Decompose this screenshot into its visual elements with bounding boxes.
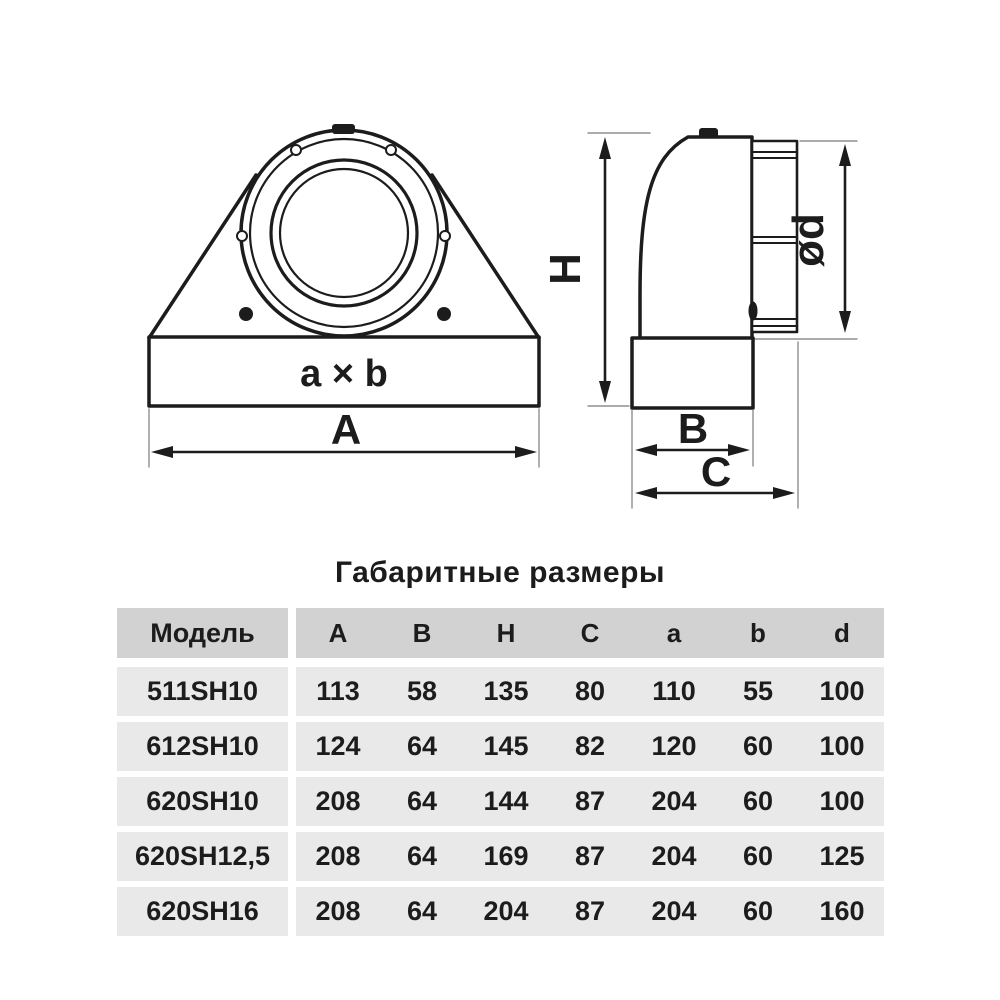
value-H: 144: [483, 786, 529, 816]
dimension-B: [635, 405, 750, 456]
value-b: 60: [742, 731, 774, 761]
screw-hole-right: [437, 307, 451, 321]
rim-notch: [237, 231, 247, 241]
value-C: 87: [574, 896, 606, 926]
row-values: [296, 667, 884, 716]
arrowhead-down: [599, 381, 611, 403]
dim-label-B: B: [677, 405, 709, 452]
arrowhead-up: [599, 137, 611, 159]
table-row: [117, 667, 884, 716]
column-header-d: d: [834, 617, 850, 648]
rim-notch: [386, 145, 396, 155]
value-B: 64: [406, 731, 438, 761]
value-H: 145: [483, 731, 529, 761]
value-d: 100: [819, 676, 865, 706]
row-values: [296, 722, 884, 771]
arrowhead-down: [839, 311, 851, 333]
value-b: 60: [742, 896, 774, 926]
rim-notch: [440, 231, 450, 241]
column-header-a: a: [666, 617, 682, 648]
value-C: 82: [574, 731, 606, 761]
model-name: 620SH12,5: [117, 832, 288, 881]
value-A: 208: [315, 786, 361, 816]
table-row: [117, 777, 884, 826]
arrowhead-up: [839, 144, 851, 166]
value-B: 64: [406, 896, 438, 926]
rim-notch: [291, 145, 301, 155]
dim-label-diameter: ød: [784, 213, 833, 267]
column-header-A: A: [328, 617, 348, 648]
value-d: 160: [819, 896, 865, 926]
collar-top-tab: [332, 124, 355, 134]
arrowhead-left: [151, 446, 173, 458]
value-d: 100: [819, 786, 865, 816]
column-header-model: Модель: [117, 608, 288, 658]
value-a: 204: [651, 896, 697, 926]
screw-hole-left: [239, 307, 253, 321]
front-view-drawing: [149, 124, 539, 467]
dim-label-H: H: [541, 253, 590, 285]
dimension-A: [149, 406, 539, 467]
value-b: 60: [742, 786, 774, 816]
row-values: [296, 777, 884, 826]
row-values: [296, 887, 884, 936]
value-d: 100: [819, 731, 865, 761]
column-header-H: H: [496, 617, 516, 648]
table-row: [117, 832, 884, 881]
value-d: 125: [819, 841, 865, 871]
arrowhead-right: [773, 487, 795, 499]
elbow-body: [640, 137, 752, 341]
value-H: 135: [483, 676, 529, 706]
duct-opening-outer: [271, 160, 417, 306]
side-view-drawing: [541, 128, 857, 508]
value-C: 80: [574, 676, 606, 706]
value-A: 113: [316, 676, 360, 706]
value-C: 87: [574, 841, 606, 871]
duct-size-label: a × b: [300, 353, 388, 395]
arrowhead-right: [728, 444, 750, 456]
spigot-clip-tab: [749, 302, 758, 321]
column-header-C: C: [580, 617, 600, 648]
table-header-row: [117, 608, 884, 658]
column-header-B: B: [412, 617, 432, 648]
value-B: 58: [406, 676, 438, 706]
value-A: 208: [315, 841, 361, 871]
dimension-H: [541, 137, 611, 403]
model-name: 612SH10: [117, 722, 288, 771]
value-a: 204: [651, 841, 697, 871]
header-strip: [296, 608, 884, 658]
section-title: Габаритные размеры: [334, 556, 666, 589]
value-H: 169: [483, 841, 529, 871]
dim-label-A: A: [330, 406, 362, 453]
value-a: 204: [651, 786, 697, 816]
value-a: 120: [651, 731, 697, 761]
value-A: 124: [315, 731, 361, 761]
value-b: 55: [742, 676, 774, 706]
model-name: 620SH16: [117, 887, 288, 936]
column-header-b: b: [750, 617, 766, 648]
table-row: [117, 887, 884, 936]
model-name: 620SH10: [117, 777, 288, 826]
value-a: 110: [652, 676, 696, 706]
model-name: 511SH10: [117, 667, 288, 716]
arrowhead-left: [635, 444, 657, 456]
arrowhead-right: [515, 446, 537, 458]
value-B: 64: [406, 786, 438, 816]
dimensions-table: [117, 608, 884, 942]
table-row: [117, 722, 884, 771]
value-H: 204: [483, 896, 529, 926]
row-values: [296, 832, 884, 881]
dimension-C: [635, 448, 795, 499]
elbow-top-tab: [699, 128, 718, 138]
elbow-outlet: [632, 338, 753, 408]
value-A: 208: [315, 896, 361, 926]
value-B: 64: [406, 841, 438, 871]
value-C: 87: [574, 786, 606, 816]
arrowhead-left: [635, 487, 657, 499]
dim-label-C: C: [700, 448, 732, 495]
value-b: 60: [742, 841, 774, 871]
